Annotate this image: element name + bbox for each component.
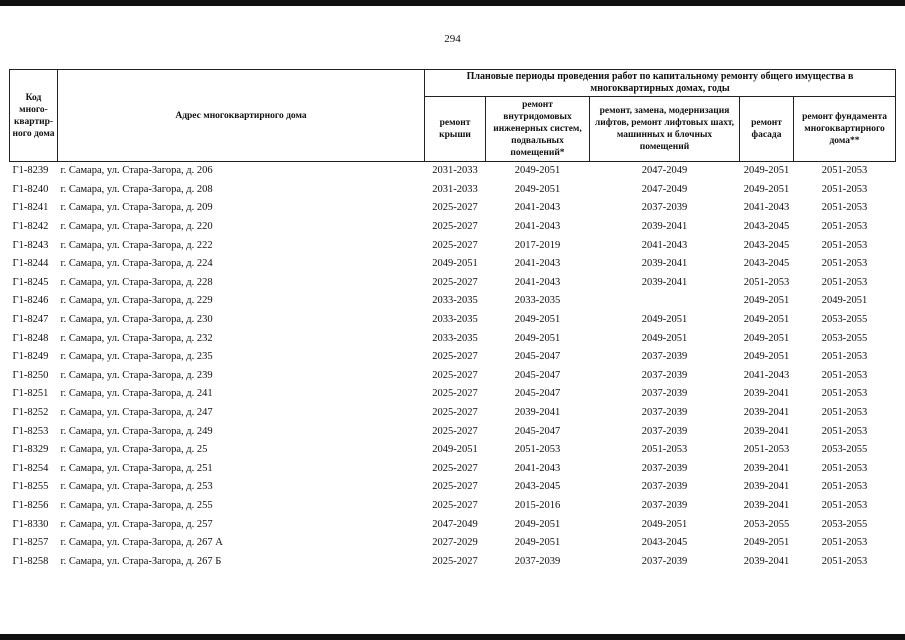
cell-code: Г1-8246 — [12, 295, 49, 307]
cell-engineering: 2045-2047 — [514, 369, 561, 381]
cell-foundation: 2053-2055 — [821, 332, 868, 344]
page-number: 294 — [444, 33, 461, 45]
cell-elevators — [590, 292, 740, 311]
cell-facade: 2049-2051 — [743, 351, 790, 363]
table-row — [10, 460, 896, 479]
cell-foundation: 2053-2055 — [821, 518, 868, 530]
cell-elevators: 2039-2041 — [641, 221, 688, 233]
cell-code: Г1-8254 — [12, 462, 49, 474]
cell-facade: 2039-2041 — [743, 388, 790, 400]
cell-facade: 2049-2051 — [743, 183, 790, 195]
table-row — [10, 292, 896, 311]
cell-foundation: 2051-2053 — [821, 351, 868, 363]
cell-elevators: 2037-2039 — [641, 555, 688, 567]
cell-roof: 2025-2027 — [432, 499, 478, 511]
cell-address: г. Самара, ул. Стара-Загора, д. 208 — [60, 183, 213, 195]
cell-facade: 2049-2051 — [743, 295, 790, 307]
cell-code: Г1-8243 — [12, 239, 49, 251]
table-row — [10, 367, 896, 386]
header-elevators: ремонт, замена, модернизация лифтов, ремонт лифтовых шахт, машинных и блочных помещений — [590, 97, 740, 162]
cell-code: Г1-8245 — [12, 276, 49, 288]
cell-code: Г1-8241 — [12, 202, 49, 214]
cell-engineering: 2033-2035 — [514, 295, 561, 307]
cell-roof: 2033-2035 — [432, 332, 478, 344]
cell-foundation: 2051-2053 — [821, 462, 868, 474]
cell-elevators: 2043-2045 — [641, 537, 688, 549]
cell-elevators: 2047-2049 — [641, 183, 688, 195]
cell-roof: 2049-2051 — [432, 444, 478, 456]
cell-engineering: 2049-2051 — [514, 332, 561, 344]
cell-engineering: 2017-2019 — [514, 239, 561, 251]
cell-foundation: 2051-2053 — [821, 183, 868, 195]
cell-address: г. Самара, ул. Стара-Загора, д. 267 Б — [60, 555, 222, 567]
cell-address: г. Самара, ул. Стара-Загора, д. 222 — [60, 239, 213, 251]
cell-foundation: 2051-2053 — [794, 162, 896, 181]
repair-schedule-table — [9, 69, 896, 571]
cell-roof: 2047-2049 — [432, 518, 478, 530]
cell-roof: 2049-2051 — [432, 258, 478, 270]
cell-foundation: 2051-2053 — [821, 276, 868, 288]
cell-address: г. Самара, ул. Стара-Загора, д. 206 — [58, 162, 425, 181]
cell-foundation: 2051-2053 — [821, 221, 868, 233]
table-row — [10, 348, 896, 367]
header-address: Адрес многоквартирного дома — [58, 70, 425, 162]
cell-code: Г1-8248 — [12, 332, 49, 344]
cell-address: г. Самара, ул. Стара-Загора, д. 229 — [60, 295, 213, 307]
cell-address: г. Самара, ул. Стара-Загора, д. 257 — [60, 518, 213, 530]
cell-address: г. Самара, ул. Стара-Загора, д. 251 — [60, 462, 213, 474]
cell-engineering: 2049-2051 — [514, 314, 561, 326]
cell-code: Г1-8250 — [12, 369, 49, 381]
table-row — [10, 274, 896, 293]
cell-roof: 2031-2033 — [425, 162, 486, 181]
cell-facade: 2049-2051 — [743, 314, 790, 326]
cell-roof: 2025-2027 — [432, 239, 478, 251]
cell-elevators: 2037-2039 — [641, 499, 688, 511]
scan-border-bottom — [0, 634, 905, 640]
cell-foundation: 2051-2053 — [821, 555, 868, 567]
cell-facade: 2039-2041 — [743, 407, 790, 419]
cell-address: г. Самара, ул. Стара-Загора, д. 247 — [60, 407, 213, 419]
cell-code: Г1-8258 — [12, 555, 49, 567]
cell-code: Г1-8329 — [12, 444, 49, 456]
cell-address: г. Самара, ул. Стара-Загора, д. 232 — [60, 332, 213, 344]
cell-roof: 2025-2027 — [432, 555, 478, 567]
cell-roof: 2025-2027 — [432, 388, 478, 400]
cell-code: Г1-8330 — [12, 518, 49, 530]
cell-facade: 2043-2045 — [743, 258, 790, 270]
cell-code: Г1-8240 — [12, 183, 49, 195]
cell-address: г. Самара, ул. Стара-Загора, д. 267 А — [60, 537, 223, 549]
cell-code: Г1-8255 — [12, 481, 49, 493]
scan-border-top — [0, 0, 905, 6]
cell-address: г. Самара, ул. Стара-Загора, д. 209 — [60, 202, 213, 214]
cell-elevators: 2047-2049 — [590, 162, 740, 181]
cell-code: Г1-8239 — [10, 162, 58, 181]
cell-foundation: 2051-2053 — [821, 388, 868, 400]
cell-facade: 2039-2041 — [743, 499, 790, 511]
cell-facade: 2039-2041 — [743, 481, 790, 493]
cell-engineering: 2045-2047 — [514, 425, 561, 437]
cell-address: г. Самара, ул. Стара-Загора, д. 224 — [60, 258, 213, 270]
header-code: Код много-квартир-ного дома — [10, 70, 58, 162]
cell-engineering: 2039-2041 — [514, 407, 561, 419]
table-row — [10, 385, 896, 404]
cell-code: Г1-8247 — [12, 314, 49, 326]
cell-elevators: 2037-2039 — [641, 351, 688, 363]
cell-roof: 2025-2027 — [432, 351, 478, 363]
header-facade: ремонт фасада — [740, 97, 794, 162]
cell-address: г. Самара, ул. Стара-Загора, д. 220 — [60, 221, 213, 233]
table-row — [10, 199, 896, 218]
cell-facade: 2049-2051 — [740, 162, 794, 181]
cell-facade: 2051-2053 — [743, 276, 790, 288]
cell-elevators: 2037-2039 — [641, 369, 688, 381]
cell-elevators: 2037-2039 — [641, 202, 688, 214]
cell-engineering: 2049-2051 — [514, 537, 561, 549]
table-row — [10, 478, 896, 497]
cell-engineering: 2049-2051 — [514, 183, 561, 195]
cell-foundation: 2051-2053 — [821, 425, 868, 437]
cell-foundation: 2051-2053 — [821, 481, 868, 493]
cell-foundation: 2051-2053 — [821, 499, 868, 511]
cell-elevators: 2037-2039 — [641, 388, 688, 400]
cell-engineering: 2041-2043 — [514, 202, 561, 214]
cell-elevators: 2039-2041 — [641, 258, 688, 270]
cell-foundation: 2051-2053 — [821, 537, 868, 549]
cell-facade: 2049-2051 — [743, 332, 790, 344]
cell-facade: 2051-2053 — [743, 444, 790, 456]
cell-engineering: 2045-2047 — [514, 388, 561, 400]
cell-address: г. Самара, ул. Стара-Загора, д. 228 — [60, 276, 213, 288]
cell-foundation: 2051-2053 — [821, 239, 868, 251]
table-row — [10, 404, 896, 423]
cell-roof: 2025-2027 — [432, 407, 478, 419]
table-row — [10, 497, 896, 516]
table-header — [10, 70, 896, 162]
cell-facade: 2041-2043 — [743, 369, 790, 381]
header-foundation: ремонт фундамента многоквартирного дома** — [794, 97, 896, 162]
header-engineering: ремонт внутридомовых инженерных систем, подвальных помещений* — [486, 97, 590, 162]
table-row — [10, 236, 896, 255]
cell-address: г. Самара, ул. Стара-Загора, д. 249 — [60, 425, 213, 437]
cell-roof: 2025-2027 — [432, 202, 478, 214]
cell-roof: 2025-2027 — [432, 276, 478, 288]
cell-address: г. Самара, ул. Стара-Загора, д. 230 — [60, 314, 213, 326]
cell-facade: 2039-2041 — [743, 555, 790, 567]
cell-address: г. Самара, ул. Стара-Загора, д. 239 — [60, 369, 213, 381]
cell-engineering: 2041-2043 — [514, 221, 561, 233]
cell-elevators: 2051-2053 — [641, 444, 688, 456]
table-row — [10, 181, 896, 200]
cell-foundation: 2053-2055 — [821, 444, 868, 456]
cell-facade: 2039-2041 — [743, 462, 790, 474]
cell-elevators: 2037-2039 — [641, 425, 688, 437]
cell-foundation: 2051-2053 — [821, 407, 868, 419]
cell-code: Г1-8242 — [12, 221, 49, 233]
cell-address: г. Самара, ул. Стара-Загора, д. 25 — [60, 444, 208, 456]
cell-facade: 2041-2043 — [743, 202, 790, 214]
cell-elevators: 2041-2043 — [641, 239, 688, 251]
cell-elevators: 2049-2051 — [641, 518, 688, 530]
table-row — [10, 311, 896, 330]
table-row — [10, 515, 896, 534]
cell-elevators: 2049-2051 — [641, 332, 688, 344]
cell-engineering: 2041-2043 — [514, 462, 561, 474]
table-row — [10, 441, 896, 460]
header-roof: ремонт крыши — [425, 97, 486, 162]
cell-roof: 2031-2033 — [432, 183, 478, 195]
cell-facade: 2053-2055 — [743, 518, 790, 530]
cell-code: Г1-8249 — [12, 351, 49, 363]
cell-roof: 2027-2029 — [432, 537, 478, 549]
table-body — [10, 162, 896, 572]
cell-roof: 2025-2027 — [432, 462, 478, 474]
cell-elevators: 2037-2039 — [641, 481, 688, 493]
cell-code: Г1-8252 — [12, 407, 49, 419]
cell-engineering: 2041-2043 — [514, 258, 561, 270]
cell-elevators: 2037-2039 — [641, 407, 688, 419]
table-row — [10, 329, 896, 348]
table-row — [10, 534, 896, 553]
cell-facade: 2039-2041 — [743, 425, 790, 437]
header-planned-periods: Плановые периоды проведения работ по капитальному ремонту общего имущества в многоквартирных домах, годы — [425, 70, 896, 97]
cell-engineering: 2051-2053 — [514, 444, 561, 456]
cell-engineering: 2041-2043 — [514, 276, 561, 288]
cell-code: Г1-8253 — [12, 425, 49, 437]
cell-code: Г1-8251 — [12, 388, 49, 400]
cell-code: Г1-8257 — [12, 537, 49, 549]
cell-engineering: 2049-2051 — [514, 518, 561, 530]
table-row — [10, 552, 896, 571]
cell-roof: 2025-2027 — [432, 425, 478, 437]
cell-roof: 2025-2027 — [432, 481, 478, 493]
cell-address: г. Самара, ул. Стара-Загора, д. 241 — [60, 388, 213, 400]
cell-roof: 2033-2035 — [432, 295, 478, 307]
cell-facade: 2049-2051 — [743, 537, 790, 549]
cell-code: Г1-8256 — [12, 499, 49, 511]
cell-elevators: 2037-2039 — [641, 462, 688, 474]
cell-address: г. Самара, ул. Стара-Загора, д. 253 — [60, 481, 213, 493]
cell-engineering: 2037-2039 — [514, 555, 561, 567]
cell-engineering: 2045-2047 — [514, 351, 561, 363]
cell-foundation: 2049-2051 — [821, 295, 868, 307]
cell-roof: 2033-2035 — [432, 314, 478, 326]
table-row — [10, 218, 896, 237]
cell-engineering: 2043-2045 — [514, 481, 561, 493]
cell-engineering: 2049-2051 — [486, 162, 590, 181]
cell-roof: 2025-2027 — [432, 369, 478, 381]
cell-engineering: 2015-2016 — [514, 499, 561, 511]
cell-elevators: 2039-2041 — [641, 276, 688, 288]
cell-address: г. Самара, ул. Стара-Загора, д. 255 — [60, 499, 213, 511]
cell-facade: 2043-2045 — [743, 239, 790, 251]
cell-facade: 2043-2045 — [743, 221, 790, 233]
cell-elevators: 2049-2051 — [641, 314, 688, 326]
cell-foundation: 2053-2055 — [821, 314, 868, 326]
cell-foundation: 2051-2053 — [821, 202, 868, 214]
cell-roof: 2025-2027 — [432, 221, 478, 233]
table-row — [10, 162, 896, 181]
table-row — [10, 422, 896, 441]
cell-foundation: 2051-2053 — [821, 369, 868, 381]
cell-foundation: 2051-2053 — [821, 258, 868, 270]
table-row — [10, 255, 896, 274]
cell-code: Г1-8244 — [12, 258, 49, 270]
cell-address: г. Самара, ул. Стара-Загора, д. 235 — [60, 351, 213, 363]
